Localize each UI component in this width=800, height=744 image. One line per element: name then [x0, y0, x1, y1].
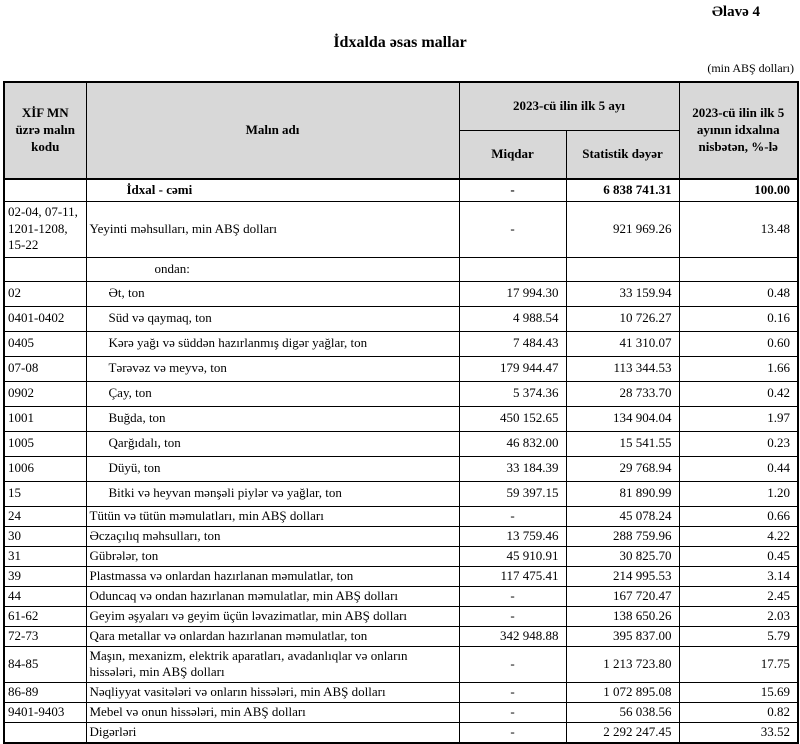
share-cell: 0.45 — [679, 546, 798, 566]
value-cell: 1 072 895.08 — [566, 683, 679, 703]
share-cell: 0.66 — [679, 506, 798, 526]
quantity-cell: - — [459, 506, 566, 526]
table-row — [4, 566, 798, 586]
name-cell: Plastmassa və onlardan hazırlanan məmulatlar, ton — [86, 566, 459, 586]
quantity-cell: 7 484.43 — [459, 331, 566, 356]
share-cell: 0.82 — [679, 703, 798, 723]
quantity-cell: 45 910.91 — [459, 546, 566, 566]
quantity-cell: - — [459, 683, 566, 703]
value-cell: 41 310.07 — [566, 331, 679, 356]
code-cell: 0902 — [4, 381, 86, 406]
table-row — [4, 281, 798, 306]
quantity-cell: 5 374.36 — [459, 381, 566, 406]
name-cell: ondan: — [86, 257, 459, 281]
code-cell: 02 — [4, 281, 86, 306]
name-cell: Tərəvəz və meyvə, ton — [86, 356, 459, 381]
code-cell: 39 — [4, 566, 86, 586]
annex-label: Əlavə 4 — [711, 4, 760, 20]
value-cell: 56 038.56 — [566, 703, 679, 723]
share-cell: 4.22 — [679, 526, 798, 546]
code-cell: 1001 — [4, 406, 86, 431]
table-row — [4, 356, 798, 381]
value-cell: 29 768.94 — [566, 456, 679, 481]
name-cell: Maşın, mexanizm, elektrik aparatları, avadanlıqlar və onların hissələri, min ABŞ dolları — [86, 646, 459, 683]
code-cell: 84-85 — [4, 646, 86, 683]
value-cell: 134 904.04 — [566, 406, 679, 431]
share-cell: 5.79 — [679, 626, 798, 646]
value-cell: 921 969.26 — [566, 201, 679, 257]
value-cell: 2 292 247.45 — [566, 723, 679, 743]
name-cell: Tütün və tütün məmulatları, min ABŞ dolları — [86, 506, 459, 526]
header-value-column: Statistik dəyər — [566, 131, 679, 180]
table-row — [4, 331, 798, 356]
quantity-cell: 46 832.00 — [459, 431, 566, 456]
table-row — [4, 546, 798, 566]
code-cell: 44 — [4, 586, 86, 606]
code-cell: 24 — [4, 506, 86, 526]
quantity-cell: - — [459, 646, 566, 683]
value-cell — [566, 257, 679, 281]
share-cell: 0.42 — [679, 381, 798, 406]
name-cell: Oduncaq və ondan hazırlanan məmulatlar, min ABŞ dolları — [86, 586, 459, 606]
table-row — [4, 703, 798, 723]
table-row — [4, 201, 798, 257]
value-cell: 138 650.26 — [566, 606, 679, 626]
share-cell: 1.97 — [679, 406, 798, 431]
header-period-group: 2023-cü ilin ilk 5 ayı — [459, 82, 679, 131]
code-cell: 1006 — [4, 456, 86, 481]
code-cell: 72-73 — [4, 626, 86, 646]
table-row — [4, 431, 798, 456]
header-share-column: 2023-cü ilin ilk 5 ayının idxalına nisbətən, %-lə — [679, 82, 798, 179]
header-name-column: Malın adı — [86, 82, 459, 179]
quantity-cell: - — [459, 201, 566, 257]
share-cell: 100.00 — [679, 179, 798, 201]
table-row — [4, 481, 798, 506]
value-cell: 288 759.96 — [566, 526, 679, 546]
table-row — [4, 626, 798, 646]
quantity-cell: 450 152.65 — [459, 406, 566, 431]
value-cell: 1 213 723.80 — [566, 646, 679, 683]
name-cell: İdxal - cəmi — [86, 179, 459, 201]
unit-note: (min ABŞ dolları) — [707, 61, 794, 75]
share-cell: 0.60 — [679, 331, 798, 356]
quantity-cell: 4 988.54 — [459, 306, 566, 331]
table-header — [4, 82, 798, 179]
code-cell: 15 — [4, 481, 86, 506]
share-cell: 33.52 — [679, 723, 798, 743]
code-cell: 0401-0402 — [4, 306, 86, 331]
quantity-cell: - — [459, 586, 566, 606]
name-cell: Buğda, ton — [86, 406, 459, 431]
share-cell: 15.69 — [679, 683, 798, 703]
table-row — [4, 646, 798, 683]
value-cell: 395 837.00 — [566, 626, 679, 646]
name-cell: Nəqliyyat vasitələri və onların hissələri, min ABŞ dolları — [86, 683, 459, 703]
page-title: İdxalda əsas mallar — [333, 34, 467, 51]
table-row — [4, 381, 798, 406]
table-row — [4, 526, 798, 546]
table-row — [4, 257, 798, 281]
quantity-cell: 13 759.46 — [459, 526, 566, 546]
code-cell: 30 — [4, 526, 86, 546]
share-cell: 13.48 — [679, 201, 798, 257]
quantity-cell — [459, 257, 566, 281]
name-cell: Kərə yağı və süddən hazırlanmış digər yağlar, ton — [86, 331, 459, 356]
header-code-column: XİF MN üzrə malın kodu — [4, 82, 86, 179]
table-row — [4, 306, 798, 331]
table-row — [4, 586, 798, 606]
value-cell: 214 995.53 — [566, 566, 679, 586]
quantity-cell: 117 475.41 — [459, 566, 566, 586]
name-cell: Qarğıdalı, ton — [86, 431, 459, 456]
share-cell — [679, 257, 798, 281]
share-cell: 0.48 — [679, 281, 798, 306]
share-cell: 3.14 — [679, 566, 798, 586]
share-cell: 1.20 — [679, 481, 798, 506]
name-cell: Süd və qaymaq, ton — [86, 306, 459, 331]
table-row — [4, 606, 798, 626]
quantity-cell: - — [459, 703, 566, 723]
share-cell: 1.66 — [679, 356, 798, 381]
quantity-cell: - — [459, 179, 566, 201]
share-cell: 0.23 — [679, 431, 798, 456]
quantity-cell: 179 944.47 — [459, 356, 566, 381]
code-cell: 07-08 — [4, 356, 86, 381]
table-row — [4, 406, 798, 431]
name-cell: Ət, ton — [86, 281, 459, 306]
name-cell: Düyü, ton — [86, 456, 459, 481]
value-cell: 6 838 741.31 — [566, 179, 679, 201]
name-cell: Gübrələr, ton — [86, 546, 459, 566]
value-cell: 81 890.99 — [566, 481, 679, 506]
name-cell: Yeyinti məhsulları, min ABŞ dolları — [86, 201, 459, 257]
table-row — [4, 683, 798, 703]
table-row — [4, 506, 798, 526]
quantity-cell: - — [459, 723, 566, 743]
quantity-cell: 17 994.30 — [459, 281, 566, 306]
name-cell: Qara metallar və onlardan hazırlanan məmulatlar, ton — [86, 626, 459, 646]
code-cell: 9401-9403 — [4, 703, 86, 723]
table-row — [4, 179, 798, 201]
name-cell: Mebel və onun hissələri, min ABŞ dolları — [86, 703, 459, 723]
share-cell: 0.44 — [679, 456, 798, 481]
value-cell: 113 344.53 — [566, 356, 679, 381]
code-cell: 31 — [4, 546, 86, 566]
table-row — [4, 723, 798, 743]
code-cell — [4, 179, 86, 201]
value-cell: 10 726.27 — [566, 306, 679, 331]
share-cell: 0.16 — [679, 306, 798, 331]
value-cell: 167 720.47 — [566, 586, 679, 606]
name-cell: Əczaçılıq məhsulları, ton — [86, 526, 459, 546]
value-cell: 15 541.55 — [566, 431, 679, 456]
code-cell — [4, 257, 86, 281]
value-cell: 33 159.94 — [566, 281, 679, 306]
quantity-cell: 342 948.88 — [459, 626, 566, 646]
name-cell: Digərləri — [86, 723, 459, 743]
code-cell: 1005 — [4, 431, 86, 456]
code-cell: 0405 — [4, 331, 86, 356]
value-cell: 45 078.24 — [566, 506, 679, 526]
name-cell: Geyim əşyaları və geyim üçün ləvazimatlar, min ABŞ dolları — [86, 606, 459, 626]
value-cell: 28 733.70 — [566, 381, 679, 406]
quantity-cell: - — [459, 606, 566, 626]
share-cell: 2.03 — [679, 606, 798, 626]
quantity-cell: 33 184.39 — [459, 456, 566, 481]
table-row — [4, 456, 798, 481]
imports-table — [3, 81, 799, 744]
name-cell: Çay, ton — [86, 381, 459, 406]
share-cell: 2.45 — [679, 586, 798, 606]
code-cell: 02-04, 07-11, 1201-1208, 15-22 — [4, 201, 86, 257]
code-cell — [4, 723, 86, 743]
quantity-cell: 59 397.15 — [459, 481, 566, 506]
value-cell: 30 825.70 — [566, 546, 679, 566]
table-body — [4, 179, 798, 743]
header-quantity-column: Miqdar — [459, 131, 566, 180]
name-cell: Bitki və heyvan mənşəli piylər və yağlar, ton — [86, 481, 459, 506]
code-cell: 86-89 — [4, 683, 86, 703]
code-cell: 61-62 — [4, 606, 86, 626]
share-cell: 17.75 — [679, 646, 798, 683]
